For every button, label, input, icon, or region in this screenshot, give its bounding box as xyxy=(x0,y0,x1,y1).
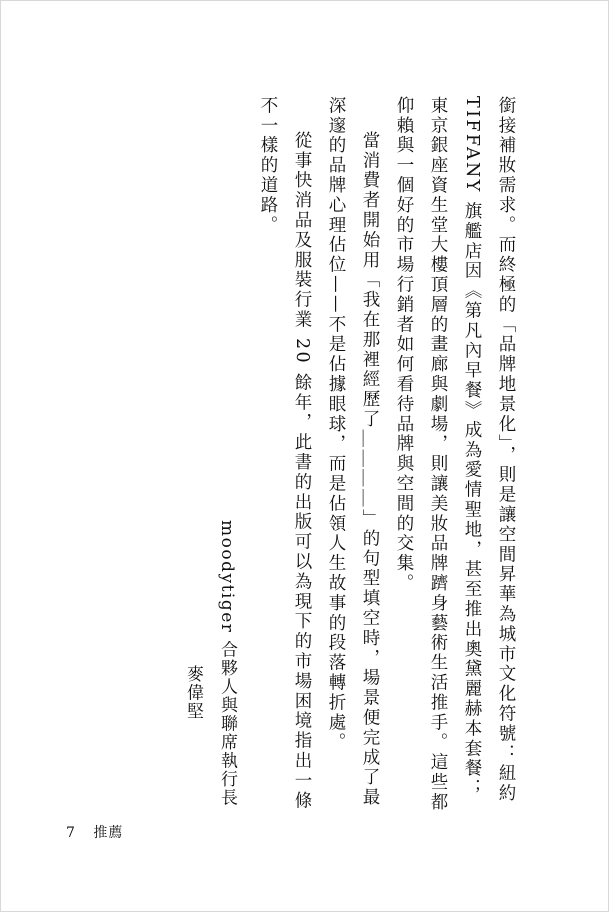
page-footer xyxy=(66,822,123,842)
paragraph-2: 當消費者開始用「我在那裡經歷了＿＿＿＿」的句型填空時，場景便完成了最深邃的品牌心理佔位——不是佔據眼球，而是佔領人生故事的段落轉折處。 xyxy=(326,96,380,808)
signature-block xyxy=(176,520,244,807)
signature-title: moodytiger 合夥人與聯席執行長 xyxy=(217,520,237,807)
section-title: 推薦 xyxy=(93,825,124,841)
paragraph-1: 銜接補妝需求。而終極的「品牌地景化」，則是讓空間昇華為城市文化符號：紐約 TIFFANY 旗艦店因《第凡內早餐》成為愛情聖地，甚至推出奧黛麗赫本套餐；東京銀座資生堂大樓頂層的畫廊與劇場，則讓美妝品牌躋身藝術生活推手。這些都仰賴與一個好的市場行銷者如何看待品牌與空間的交集。 xyxy=(394,96,516,813)
article-body xyxy=(251,96,523,816)
signature-name: 麥偉堅 xyxy=(183,665,203,721)
paragraph-3: 從事快消品及服裝行業 20 餘年，此書的出版可以為現下的市場困境指出一條不一樣的道路。 xyxy=(258,96,312,811)
page-number: 7 xyxy=(66,825,76,841)
